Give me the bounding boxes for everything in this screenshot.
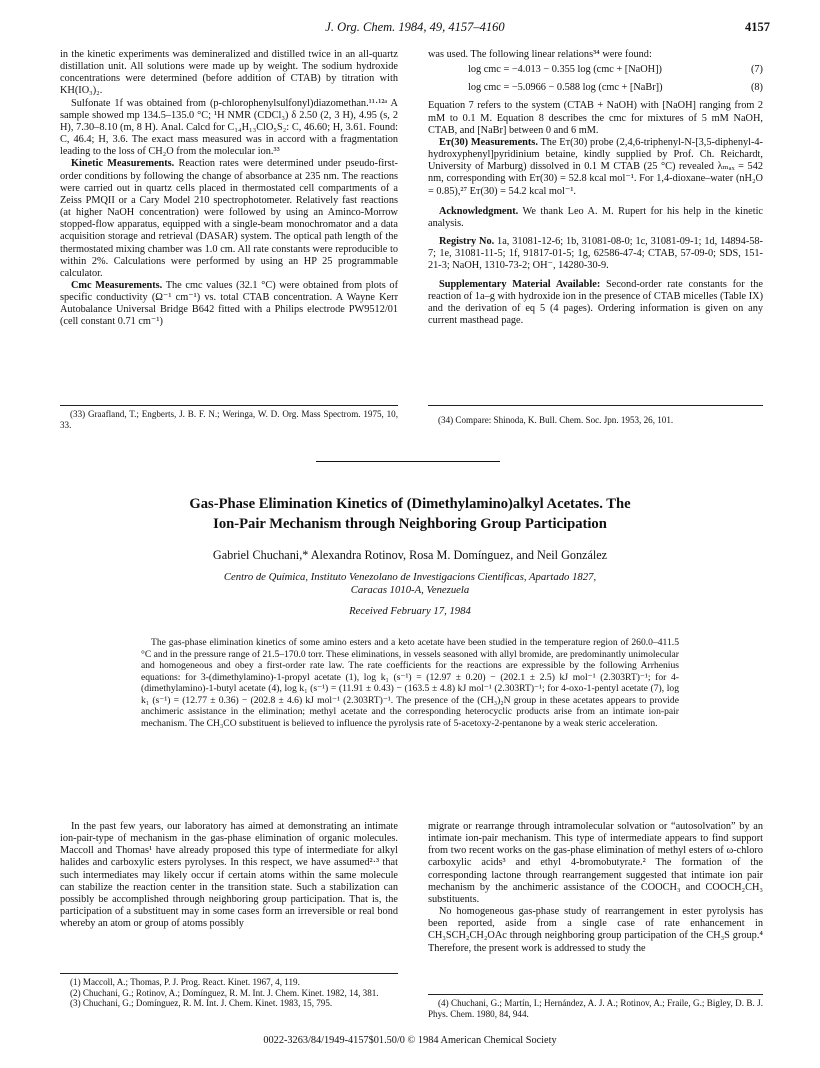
paragraph-text: Reaction rates were determined under pseudo-first-order conditions by following the change of absorbance at 235 nm. The reactions were carried out in quartz cells placed in thermostated cell compartments of a Zeiss PMQII or a Cary Model 210 spectrophotometer. Relatively fast reactions (at higher NaOH concentration) were followed by using an Aminco-Morrow stopped-flow apparatus, equipped with a single-beam monochromator and a data acquisition storage and retrieval (DASAR) system. The optical path length of the thermostated mixing chamber was 1.0 cm. All rate constants were reproducible to within 2%. Calculations were performed by using an HP 25 programmable calculator. <box>60 158 398 279</box>
equation-text: log cmc = −5.0966 − 0.588 log (cmc + [NaBr]) <box>468 82 663 94</box>
footnote-2: (2) Chuchani, G.; Rotinov, A.; Domínguez, R. M. Int. J. Chem. Kinet. 1982, 14, 381. <box>70 987 379 998</box>
run-in-heading: Registry No. <box>439 236 495 248</box>
copyright-footer: 0022-3263/84/1949-4157$01.50/0 © 1984 American Chemical Society <box>263 1035 557 1046</box>
paragraph-text: The Eᴛ(30) probe (2,4,6-triphenyl-N-[3,5-diphenyl-4-hydroxyphenyl]pyridinium betaine, kindly supplied by Prof. Ch. Reichardt, University of Marburg) dissolved in 0.1 M CTAB (25 °C) revealed λₘₐₓ = 542 nm, corresponding with Eᴛ(30) = 52.8 kcal mol⁻¹. For 1,4-dioxane–water (nH₂O = 0.85),²⁷ Eᴛ(30) = 54.2 kcal mol⁻¹. <box>428 136 763 197</box>
paragraph: migrate or rearrange through intramolecular solvation or “autosolvation” by an intimate ion-pair mechanism. This type of intermediate appears to find support from two recent works on the gas-phase elimination of methyl esters of ω-chloro carboxylic acids³ and ethyl 4-bromobutyrate.² The formation of the corresponding lactone through rearrangement suggested that intimate ion pair mechanism by the anchimeric assistance of the COOCH₃ and COOCH₂CH₃ substituents. <box>428 821 763 905</box>
equation-number: (7) <box>750 64 763 76</box>
paragraph: No homogeneous gas-phase study of rearrangement in ester pyrolysis has been reported, aside from a single case of rate enhancement in CH₃SCH₂CH₂OAc through neighboring group participation of the CH₃S group.⁴ Therefore, the present work is addressed to study the <box>428 906 763 954</box>
footnote-rule <box>428 405 763 406</box>
paragraph: Sulfonate 1f was obtained from (p-chlorophenylsulfonyl)diazomethan.¹¹·¹²ᵃ A sample showed mp 134.5–135.0 °C; ¹H NMR (CDCl₃) δ 2.50 (2, 3 H), 4.95 (s, 2 H), 7.30–8.10 (m, 8 H). Anal. Calcd for C₁₄H₁₃ClO₅S₂: C, 46.60; H, 3.61. Found: C, 46.4; H, 3.6. The exact mass measured was in accord with a fragmentation leading to the loss of CH₂O from the molecular ion.³³ <box>60 97 398 158</box>
paragraph-text: We thank Leo A. M. Rupert for his help in the kinetic analysis. <box>428 205 763 229</box>
affiliation-line: Centro de Química, Instituto Venezolano de Investigacions Científicas, Apartado 1827, <box>223 571 597 583</box>
body-left-column <box>60 821 398 930</box>
footnotes-left <box>60 977 398 1009</box>
run-in-heading: Cmc Measurements. <box>71 279 163 291</box>
footnote-text: (33) Graafland, T.; Engberts, J. B. F. N.; Weringa, W. D. Org. Mass Spectrom. 1975, 10, 33. <box>60 409 398 430</box>
footnote-33 <box>60 409 398 430</box>
affiliation <box>60 571 760 597</box>
run-in-heading: Kinetic Measurements. <box>71 158 175 170</box>
body-right-column <box>428 821 763 955</box>
author-list: Gabriel Chuchani,* Alexandra Rotinov, Rosa M. Domínguez, and Neil González <box>212 548 608 562</box>
paragraph-text: Second-order rate constants for the reaction of 1a–g with hydroxide ion in the presence of CTAB micelles (Table IX) and the derivation of eq 5 (4 pages). Ordering information is given on any current masthead page. <box>428 278 764 326</box>
footnote-rule <box>60 973 398 974</box>
top-left-column <box>60 49 398 329</box>
run-in-heading: Acknowledgment. <box>439 205 519 217</box>
running-header <box>60 20 770 36</box>
registry-numbers <box>428 236 763 272</box>
paragraph: In the past few years, our laboratory has aimed at demonstrating an intimate ion-pair-type of mechanism in the gas-phase elimination of organic molecules. Maccoll and Thomas¹ have already proposed this type of intermediate for alkyl halides and carboxylic esters pyrolyses. In this respect, we have assumed²·³ that such intermediates may likely occur if certain atoms within the same molecule can stabilize the reaction center in the transition state. Such a stabilization can possibly be accomplished through neighboring group participation. That is, the participation of a substituent may in some cases form an irreversible or real bond whereby an atom or group of atoms possibly <box>60 821 398 930</box>
footnote-text: (34) Compare: Shinoda, K. Bull. Chem. Soc. Jpn. 1953, 26, 101. <box>438 415 674 425</box>
run-in-heading: Supplementary Material Available: <box>439 278 601 290</box>
title-line: Gas-Phase Elimination Kinetics of (Dimethylamino)alkyl Acetates. The <box>189 496 631 512</box>
equation-8 <box>428 82 763 94</box>
footnote-34 <box>428 415 763 426</box>
paragraph-text: The cmc values (32.1 °C) were obtained from plots of specific conductivity (Ω⁻¹ cm⁻¹) vs. total CTAB concentration. A Wayne Kerr Autobalance Universal Bridge B642 fitted with a Philips electrode PW9512/01 (cell constant 0.71 cm⁻¹) <box>60 279 398 328</box>
journal-citation: J. Org. Chem. 1984, 49, 4157–4160 <box>325 20 505 34</box>
article-title <box>90 494 730 534</box>
affiliation-line: Caracas 1010-A, Venezuela <box>350 584 470 596</box>
paragraph: was used. The following linear relations³⁴ were found: <box>428 49 652 60</box>
footnote-rule <box>428 994 763 995</box>
page-number: 4157 <box>745 20 770 34</box>
equation-number: (8) <box>750 82 763 94</box>
paragraph: Equation 7 refers to the system (CTAB + NaOH) with [NaOH] ranging from 2 mM to 0.1 M. Equation 8 describes the cmc for mixtures of 5 mM NaOH, CTAB, and [NaBr] between 0 and 6 mM. <box>428 100 763 136</box>
title-line: Ion-Pair Mechanism through Neighboring Group Participation <box>213 516 607 532</box>
equation-7 <box>428 64 763 76</box>
acknowledgment <box>428 206 763 230</box>
article-separator <box>316 461 500 462</box>
footnote-rule <box>60 405 398 406</box>
paragraph: in the kinetic experiments was demineralized and distilled twice in an all-quartz distillation unit. All solutions were made up by weight. The sodium hydroxide concentrations were determined (before addition of CTAB) by titration with KH(IO₃)₂. <box>60 49 398 97</box>
received-date: Received February 17, 1984 <box>349 605 471 617</box>
paragraph-text: 1a, 31081-12-6; 1b, 31081-08-0; 1c, 31081-09-1; 1d, 14894-58-7; 1e, 31081-11-5; 1f, 91817-01-5; 1g, 62586-47-4; CTAB, 57-09-0; SDS, 151-21-3; NaOH, 1310-73-2; OH⁻, 14280-30-9. <box>428 236 763 272</box>
equation-text: log cmc = −4.013 − 0.355 log (cmc + [NaOH]) <box>468 64 662 76</box>
abstract: The gas-phase elimination kinetics of some amino esters and a keto acetate have been studied in the temperature region of 260.0–411.5 °C and in the pressure range of 21.5–170.0 torr. These eliminations, in vessels seasoned with allyl bromide, are predominantly unimolecular and homogeneous and obey a first-order rate law. The rate coefficients for the reactions are expressible by the following Arrhenius equations: for 3-(dimethylamino)-1-propyl acetate (1), log k₁ (s⁻¹) = (12.97 ± 0.20) − (202.1 ± 2.5) kJ mol⁻¹ (2.303RT)⁻¹; for 4-(dimethylamino)-1-butyl acetate (4), log k₁ (s⁻¹) = (11.91 ± 0.43) − (163.5 ± 4.8) kJ mol⁻¹ (2.303RT)⁻¹; for 4-oxo-1-pentyl acetate (7), log k₁ (s⁻¹) = (12.77 ± 0.36) − (202.8 ± 4.6) kJ mol⁻¹ (2.303RT)⁻¹. The presence of the (CH₃)₂N group in these acetates appears to provide anchimeric assistance in the elimination; methyl acetate and the corresponding heterocyclic products arise from an intimate ion-pair mechanism. The CH₃CO substituent is believed to influence the pyrolysis rate of 5-acetoxy-2-pentanone by a weak steric acceleration. <box>141 637 679 729</box>
footnote-1: (1) Maccoll, A.; Thomas, P. J. Prog. React. Kinet. 1967, 4, 119. <box>70 977 300 987</box>
footnotes-right <box>428 998 763 1019</box>
supplementary-material <box>428 279 763 328</box>
paragraph <box>60 158 398 280</box>
footnote-4: (4) Chuchani, G.; Martín, I.; Hernández, A. J. A.; Rotinov, A.; Fraile, G.; Bigley, D. B. J. Phys. Chem. 1980, 84, 944. <box>428 998 763 1019</box>
top-right-column <box>428 49 763 327</box>
footnote-3: (3) Chuchani, G.; Domínguez, R. M. Int. J. Chem. Kinet. 1983, 15, 795. <box>70 998 333 1009</box>
paragraph <box>60 280 398 329</box>
run-in-heading: Eᴛ(30) Measurements. <box>439 136 538 148</box>
paragraph <box>428 137 763 198</box>
